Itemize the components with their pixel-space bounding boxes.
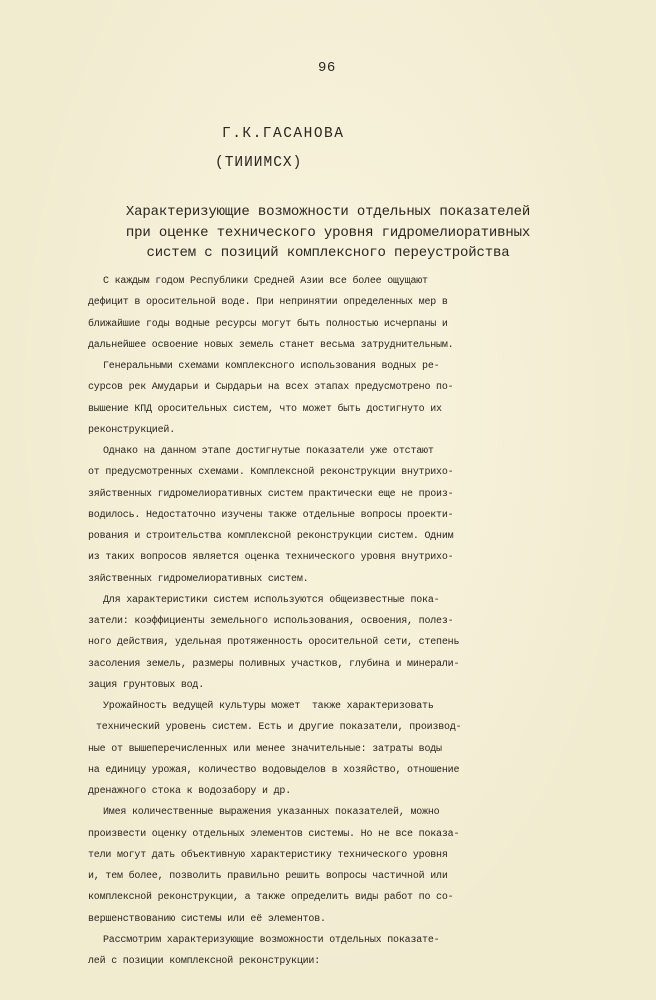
article-title [0, 202, 656, 264]
body-line: от предусмотренных схемами. Комплексной реконструкции внутрихо- [88, 467, 454, 479]
body-line: засоления земель, размеры поливных участков, глубина и минерали- [88, 658, 460, 670]
body-line: Урожайность ведущей культуры может также характеризовать [103, 701, 434, 712]
body-line: сурсов рек Амударьи и Сырдарьи на всех этапах предусмотрено по- [88, 382, 454, 394]
body-line: Генеральными схемами комплексного использования водных ре- [103, 361, 440, 372]
body-line: зация грунтовых вод. [88, 679, 205, 691]
body-line: комплексной реконструкции, а также определить виды работ по со- [88, 892, 454, 904]
body-line: лей с позиции комплексной реконструкции: [88, 956, 321, 967]
body-line: Имея количественные выражения указанных показателей, можно [103, 807, 440, 819]
body-line: Однако на данном этапе достигнутые показатели уже отстают [103, 446, 434, 457]
body-line: зяйственных гидромелиоративных систем. [88, 573, 309, 585]
body-line: реконструкцией. [88, 424, 176, 436]
body-line: технический уровень систем. Есть и другие показатели, производ- [96, 722, 462, 734]
body-line: дальнейшее освоение новых земель станет весьма затруднительным. [88, 339, 454, 351]
body-line: Для характеристики систем используются общеизвестные пока- [103, 594, 440, 606]
body-line: Рассмотрим характеризующие возможности отдельных показате- [103, 934, 440, 946]
title-line: при оценке технического уровня гидромелиоративных [125, 224, 531, 241]
body-line: водилось. Недостаточно изучены также отдельные вопросы проекти- [88, 509, 454, 521]
body-line: ные от вышеперечисленных или менее значительные: затраты воды [88, 743, 442, 755]
body-text [0, 271, 656, 972]
body-line: С каждым годом Республики Средней Азии все более ощущают [103, 276, 428, 287]
author-affiliation: (ТИИИМСХ) [215, 155, 303, 171]
page-number: 96 [318, 60, 336, 76]
title-line: систем с позиций комплексного переустройства [146, 245, 510, 261]
title-line: Характеризующие возможности отдельных показателей [125, 204, 531, 220]
body-line: зяйственных гидромелиоративных систем практически еще не произ- [88, 488, 454, 500]
author-name: Г.К.ГАСАНОВА [222, 126, 345, 142]
body-line: на единицу урожая, количество водовыделов в хозяйство, отношение [88, 764, 460, 776]
body-line: из таких вопросов является оценка технического уровня внутрихо- [88, 552, 454, 564]
body-line: вышение КПД оросительных систем, что может быть достигнуто их [88, 403, 442, 415]
body-line: рования и строительства комплексной реконструкции систем. Одним [88, 531, 454, 542]
body-line: ного действия, удельная протяженность оросительной сети, степень [88, 637, 460, 649]
body-line: ближайшие годы водные ресурсы могут быть полностью исчерпаны и [88, 318, 448, 330]
body-line: и, тем более, позволить правильно решить вопросы частичной или [88, 871, 448, 882]
body-line: произвести оценку отдельных элементов системы. Но не все показа- [88, 828, 460, 840]
body-line: дефицит в оросительной воде. При непринятии определенных мер в [88, 297, 448, 309]
body-line: затели: коэффициенты земельного использования, освоения, полез- [88, 616, 454, 627]
body-line: тели могут дать объективную характеристику технического уровня [88, 849, 448, 861]
body-line: дренажного стока к водозабору и др. [88, 786, 292, 797]
body-line: вершенствованию системы или её элементов. [88, 913, 326, 925]
